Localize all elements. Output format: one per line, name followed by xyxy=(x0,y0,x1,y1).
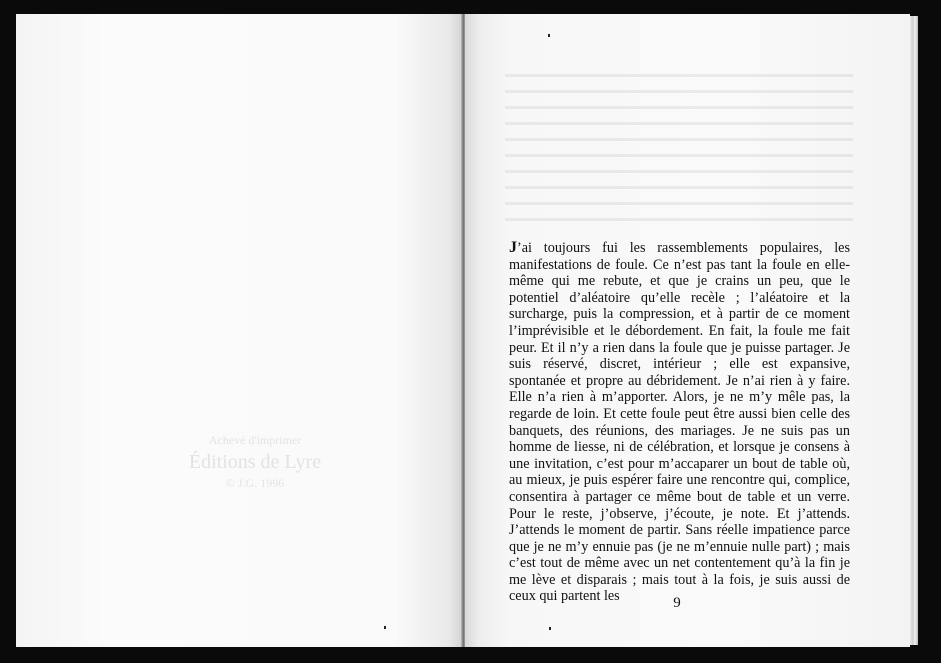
dust-speck xyxy=(549,627,551,630)
paragraph-text: ’ai toujours fui les rassemblements populaires, les manifestations de foule. Ce n’est pas tant la foule en elle-même qui me rebute, et que je crains un peu, que le potentiel d’aléatoire qu’elle recèle ; l’aléatoire et la surcharge, puis la compression, et à partir de ce moment l’imprévisible et le débordement. En fait, la foule me fait peur. Et il n’y a rien dans la foule que je puisse partager. Je suis réservé, discret, intérieur ; elle est expansive, spontanée et propre au débridement. Je n’ai rien à y faire. Elle n’a rien à m’apporter. Alors, je ne m’y mêle pas, la regarde de loin. Et cette foule peut être aussi bien celle des banquets, des réunions, des mariages. Je ne suis pas un homme de liesse, ni de célébration, et lorsque je consens à une invitation, c’est pour m’accaparer un bout de table où, au mieux, je puis espérer faire une rencontre qui, complice, consentira à partager ce même bout de table et un verre. Pour le reste, j’observe, j’écoute, je note. Et j’attends. J’attends le moment de partir. Sans réelle impatience parce que je ne m’y ennuie pas (je ne m’ennuie nulle part) ; mais c’est tout de même avec un net contentement qu’à la fin je me lève et disparais ; mais tout à la fois, je suis aussi de ceux qui partent les xyxy=(509,240,850,605)
dust-speck xyxy=(384,626,386,629)
drop-cap: J xyxy=(509,239,517,256)
show-through-text xyxy=(505,74,853,234)
page-number: 9 xyxy=(673,595,681,611)
colophon-show-through xyxy=(130,432,380,492)
body-paragraph xyxy=(509,240,850,605)
colophon-line: © J.G. 1996 xyxy=(225,476,285,490)
colophon-line: Achevé d'imprimer xyxy=(208,433,302,447)
page-edges xyxy=(910,16,918,645)
left-page xyxy=(16,14,462,647)
colophon-publisher: Éditions de Lyre xyxy=(188,451,322,473)
dust-speck xyxy=(548,34,550,37)
